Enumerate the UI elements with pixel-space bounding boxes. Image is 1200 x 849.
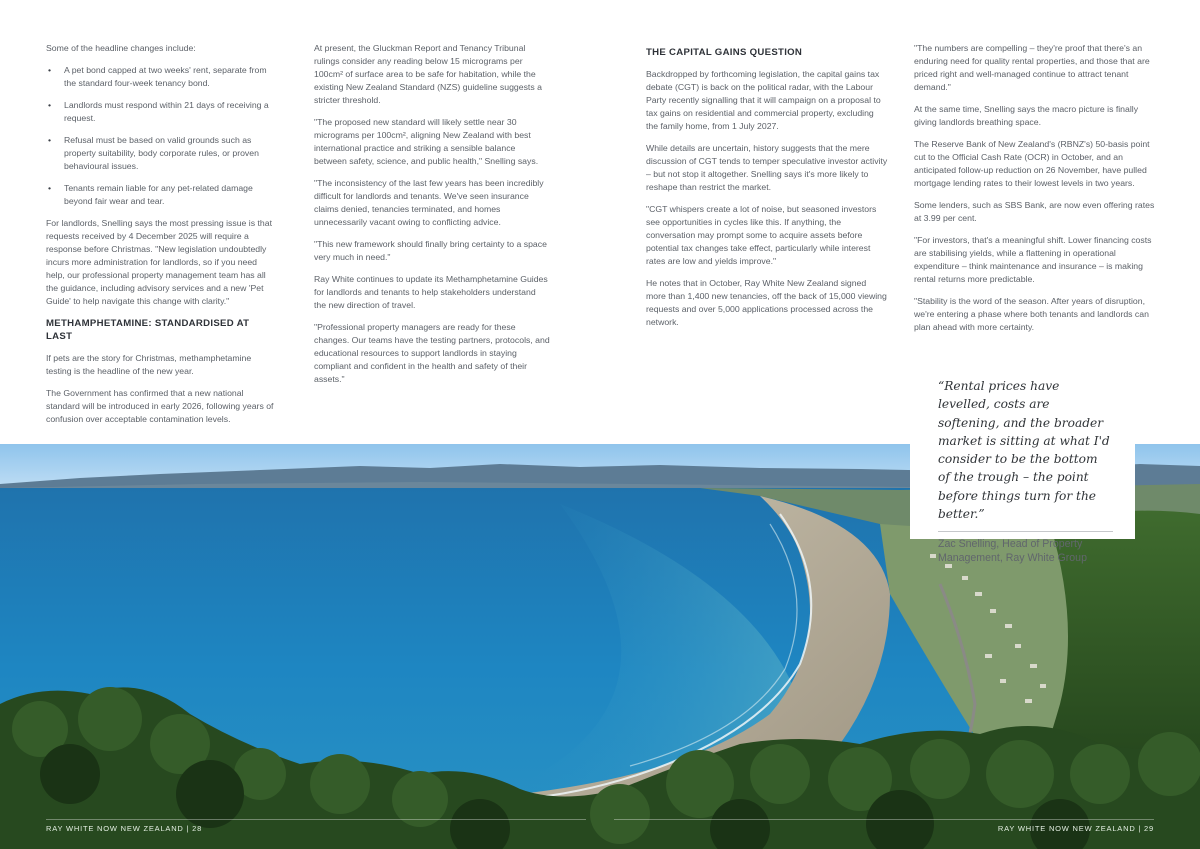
- column-1: [46, 42, 278, 435]
- paragraph: While details are uncertain, history suggests that the mere discussion of CGT tends to temper speculative investor activity – but not stop it altogether. Snelling says it's more likely to reshape than restrict the market.: [646, 143, 888, 192]
- list-item: • Landlords must respond within 21 days of receiving a request.: [46, 99, 278, 125]
- paragraph: At present, the Gluckman Report and Tenancy Tribunal rulings consider any reading below 15 micrograms per 100cm² of surface area to be safe for habitation, while the existing New Zealand Standard (NZS) guideline suggests a stricter threshold.: [314, 43, 542, 105]
- paragraph: "Stability is the word of the season. After years of disruption, we're entering a phase where both tenants and landlords can plan ahead with more certainty.: [914, 296, 1149, 332]
- section-heading-capital-gains: THE CAPITAL GAINS QUESTION: [646, 47, 803, 58]
- paragraph: "The proposed new standard will likely settle near 30 micrograms per 100cm², aligning New Zealand with best international practice and striking a sensible balance between safety, science, and public health," Snelling says.: [314, 117, 539, 166]
- intro-text: Some of the headline changes include:: [46, 43, 196, 53]
- paragraph: Some lenders, such as SBS Bank, are now even offering rates at 3.99 per cent.: [914, 200, 1155, 223]
- list-item: • Tenants remain liable for any pet-related damage beyond fair wear and tear.: [46, 182, 278, 208]
- paragraph: If pets are the story for Christmas, methamphetamine testing is the headline of the new year.: [46, 353, 252, 376]
- list-item: • Refusal must be based on valid grounds such as property suitability, body corporate rules, or proven behavioural issues.: [46, 134, 278, 173]
- quote-attribution: Zac Snelling, Head of Property Management, Ray White Group: [938, 538, 1087, 564]
- headline-changes-list: [46, 64, 278, 208]
- footer-divider: [46, 819, 586, 820]
- column-3: [646, 44, 888, 338]
- pull-quote-text: “Rental prices have levelled, costs are softening, and the broader market is sitting at what I'd consider to be the bottom of the trough – the point before things turn for the better.”: [938, 379, 1110, 522]
- footer-page-label-right: RAY WHITE NOW NEW ZEALAND | 29: [997, 824, 1154, 833]
- quote-divider: [938, 531, 1113, 532]
- column-4: [914, 42, 1156, 343]
- paragraph: "The numbers are compelling – they're proof that there's an enduring need for quality rental properties, and those that are priced right and well-managed continue to attract tenant demand.": [914, 43, 1150, 92]
- paragraph: "Professional property managers are ready for these changes. Our teams have the testing partners, protocols, and educational resources to support landlords in staying compliant and confident in the health and safety of their assets.": [314, 322, 550, 384]
- paragraph: "CGT whispers create a lot of noise, but seasoned investors see opportunities in cycles like this. If anything, the conversation may prompt some to acquire assets before potential tax changes take effect, particularly while interest rates are low and yields improve.": [646, 204, 877, 266]
- paragraph: For landlords, Snelling says the most pressing issue is that requests received by 4 December 2025 will require a response before Christmas. "New legislation undoubtedly incurs more administration for landlords, so if you need help, our professional property management team has all the guidance, including advisory services and a new 'Pet Guide' to help navigate this change with clarity.": [46, 218, 272, 306]
- footer-page-label-left: RAY WHITE NOW NEW ZEALAND | 28: [46, 824, 203, 833]
- pull-quote-box: [910, 367, 1135, 564]
- section-heading-methamphetamine: METHAMPHETAMINE: STANDARDISED AT LAST: [46, 318, 250, 342]
- paragraph: The Government has confirmed that a new national standard will be introduced in early 2026, following years of confusion over acceptable contamination levels.: [46, 388, 274, 424]
- paragraph: At the same time, Snelling says the macro picture is finally giving landlords breathing space.: [914, 104, 1139, 127]
- column-2: [314, 42, 550, 395]
- paragraph: The Reserve Bank of New Zealand's (RBNZ's) 50-basis point cut to the Official Cash Rate (OCR) in October, and an anticipated follow-up reduction on 26 November, have pulled mortgage lending rates to their lowest levels in two years.: [914, 139, 1150, 188]
- paragraph: "The inconsistency of the last few years has been incredibly difficult for landlords and tenants. We've seen insurance claims denied, tenancies terminated, and homes unnecessarily vacant owing to conflicting advice.: [314, 178, 544, 227]
- footer-divider: [614, 819, 1154, 820]
- paragraph: Backdropped by forthcoming legislation, the capital gains tax debate (CGT) is back on the political radar, with the Labour Party recently signalling that it will campaign on a proposal to tax gains on residential and commercial property, excluding the family home, from 1 July 2027.: [646, 69, 881, 131]
- paragraph: "This new framework should finally bring certainty to a space very much in need.": [314, 239, 547, 262]
- paragraph: Ray White continues to update its Methamphetamine Guides for landlords and tenants to help stakeholders understand the new direction of travel.: [314, 274, 548, 310]
- paragraph: He notes that in October, Ray White New Zealand signed more than 1,400 new tenancies, off the back of 15,000 viewing requests and over 5,000 applications processed across the network.: [646, 278, 887, 327]
- list-item: • A pet bond capped at two weeks' rent, separate from the standard four-week tenancy bond.: [46, 64, 278, 90]
- paragraph: "For investors, that's a meaningful shift. Lower financing costs are stabilising yields, while a flattening in operational expenditure – think maintenance and insurance – is making rental returns more predictable.: [914, 235, 1152, 284]
